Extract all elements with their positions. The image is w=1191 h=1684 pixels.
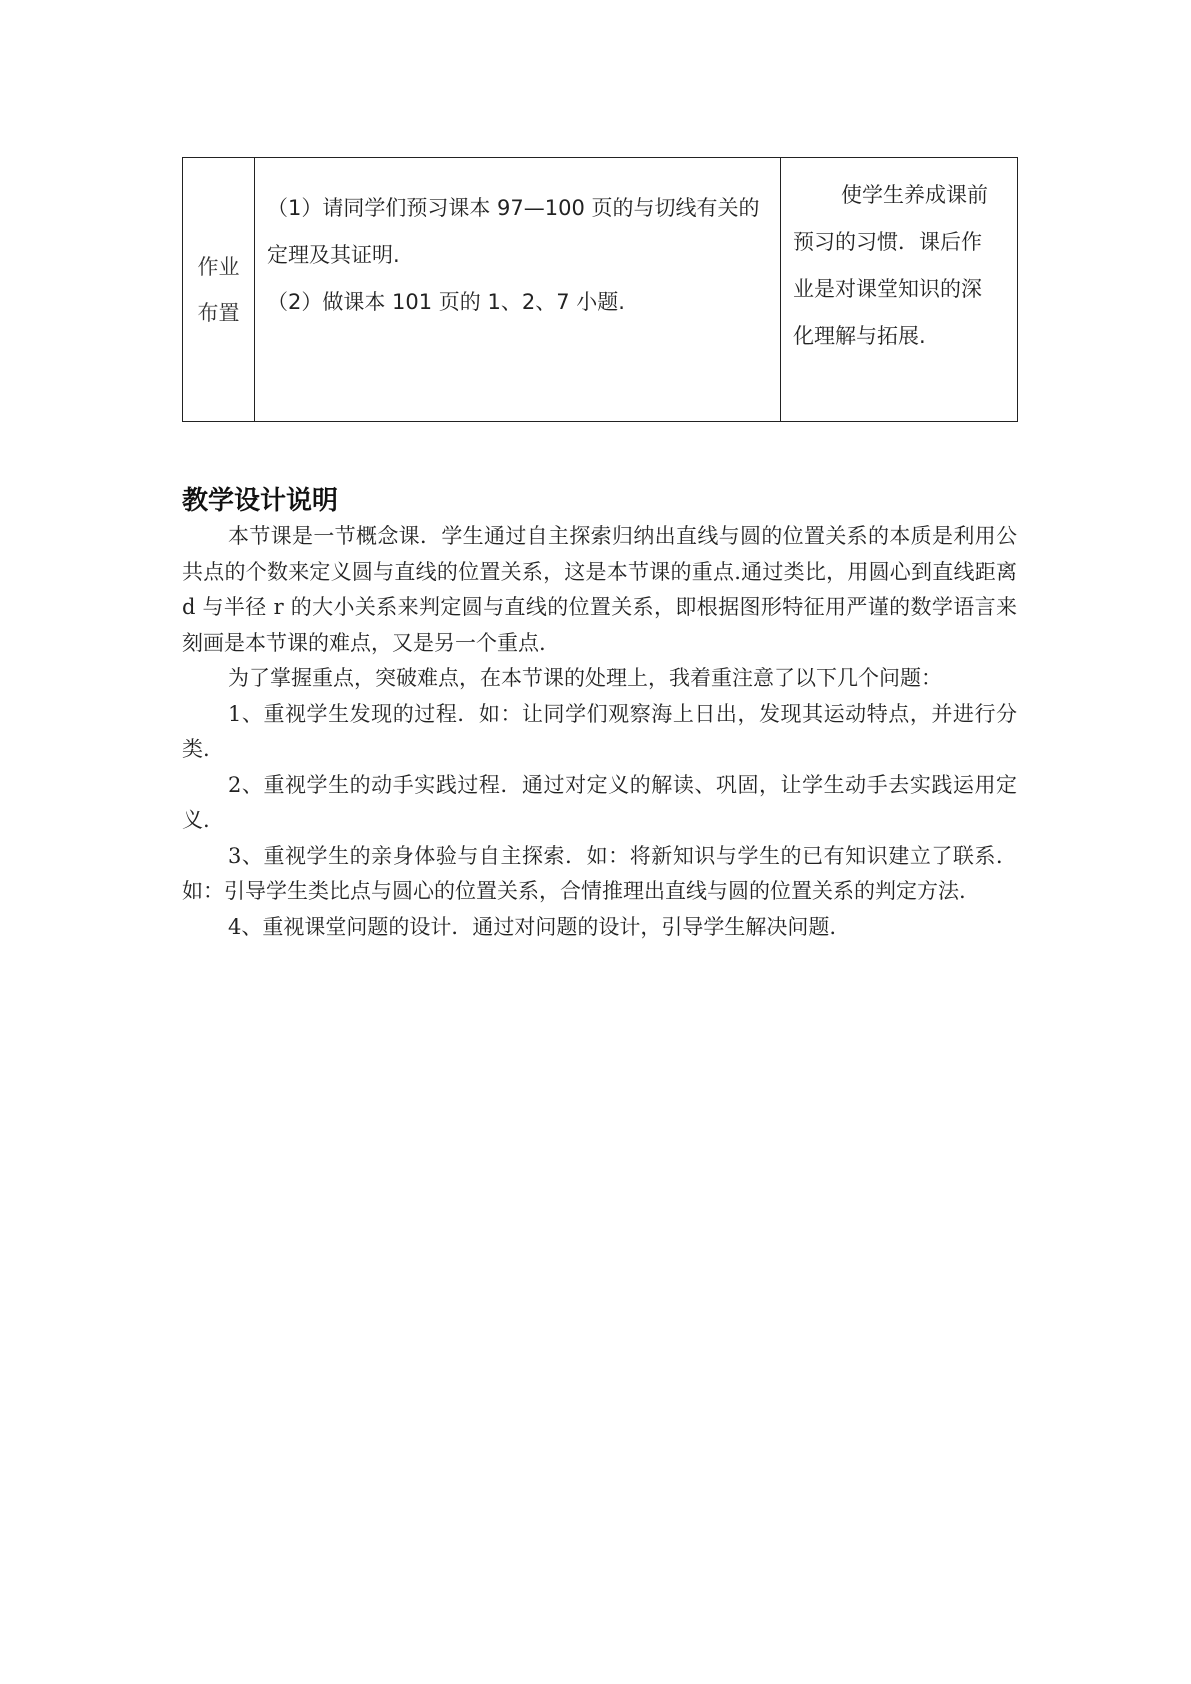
design-notes-paragraph: 4、重视课堂问题的设计．通过对问题的设计，引导学生解决问题. xyxy=(228,914,837,939)
homework-item-2: （2）做课本 101 页的 1、2、7 小题. xyxy=(267,290,625,314)
design-notes-paragraph: 2、重视学生的动手实践过程．通过对定义的解读、巩固，让学生动手去实践运用定义. xyxy=(182,772,1017,832)
homework-label-cell xyxy=(183,158,255,422)
homework-item-1: （1）请同学们预习课本 97—100 页的与切线有关的定理及其证明. xyxy=(267,196,760,267)
homework-label-line2: 布置 xyxy=(197,300,240,325)
design-notes-title: 教学设计说明 xyxy=(182,486,339,516)
design-notes-paragraph: 3、重视学生的亲身体验与自主探索．如：将新知识与学生的已有知识建立了联系．如：引导学生类比点与圆心的位置关系，合情推理出直线与圆的位置关系的判定方法. xyxy=(182,843,1017,903)
homework-table xyxy=(182,157,1018,422)
homework-purpose-cell: 使学生养成课前预习的习惯．课后作业是对课堂知识的深化理解与拓展. xyxy=(781,158,1018,422)
homework-label-line1: 作业 xyxy=(197,254,240,279)
design-notes-paragraph: 本节课是一节概念课．学生通过自主探索归纳出直线与圆的位置关系的本质是利用公共点的个数来定义圆与直线的位置关系，这是本节课的重点.通过类比，用圆心到直线距离 d 与半径 r 的大小关系来判定圆与直线的位置关系，即根据图形特征用严谨的数学语言来刻画是本节课的难点，又是另一个重点. xyxy=(182,524,1017,655)
homework-content-cell xyxy=(255,158,781,422)
homework-row xyxy=(183,158,1018,422)
design-notes-paragraph: 1、重视学生发现的过程．如：让同学们观察海上日出，发现其运动特点，并进行分类. xyxy=(182,701,1017,761)
design-notes-paragraph: 为了掌握重点，突破难点，在本节课的处理上，我着重注意了以下几个问题： xyxy=(228,666,942,690)
design-notes-section xyxy=(182,483,1017,945)
